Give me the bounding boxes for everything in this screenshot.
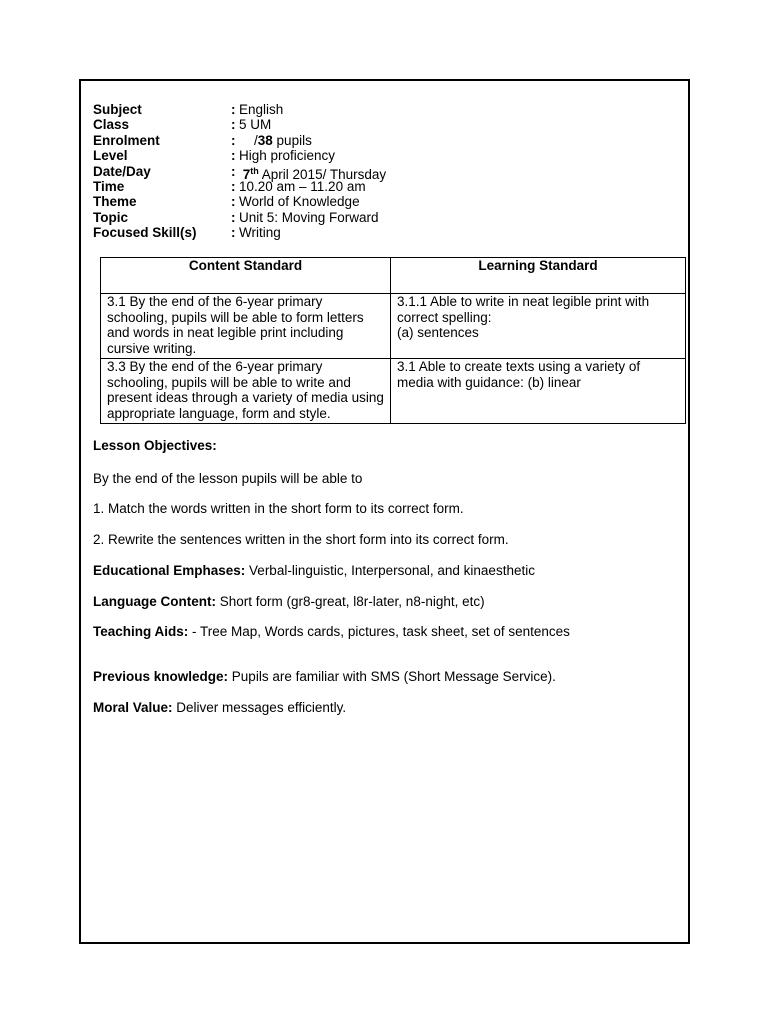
learning-standard-header: Learning Standard: [391, 258, 686, 294]
info-value: English: [239, 102, 284, 117]
info-row-class: [93, 117, 653, 132]
date-rest: April 2015/ Thursday: [258, 166, 387, 182]
info-value: Writing: [239, 225, 281, 241]
learning-standard-text: 3.1 Able to create texts using a variety of media with guidance: (b) linear: [397, 359, 641, 390]
language-content-label: Language Content:: [93, 594, 216, 609]
teaching-aids-value: - Tree Map, Words cards, pictures, task sheet, set of sentences: [188, 624, 570, 639]
info-colon: :: [231, 148, 236, 164]
educational-emphases-label: Educational Emphases:: [93, 563, 246, 578]
info-row-enrolment: [93, 133, 653, 148]
date-day-number: 7: [242, 166, 251, 182]
info-value: 10.20 am – 11.20 am: [239, 178, 366, 194]
info-colon: :: [231, 117, 236, 133]
info-label: Enrolment: [93, 132, 160, 148]
moral-value: [93, 700, 346, 716]
info-label: Class: [93, 117, 130, 133]
previous-knowledge-value: Pupils are familiar with SMS (Short Message Service).: [228, 669, 556, 684]
standards-table: [100, 257, 686, 424]
info-colon: :: [231, 102, 236, 117]
content-standard-cell: 3.1 By the end of the 6-year primary schooling, pupils will be able to form letters and words in neat legible print including cursive writing.: [101, 294, 391, 359]
info-value: 5 UM: [239, 117, 272, 133]
info-value: Unit 5: Moving Forward: [239, 209, 379, 225]
lesson-info: [93, 102, 653, 241]
enrolment-count: 38: [257, 132, 273, 148]
objective-item: 1. Match the words written in the short form to its correct form.: [93, 501, 464, 516]
table-row: [101, 294, 686, 359]
info-value: [239, 133, 312, 148]
objective-item: 2. Rewrite the sentences written in the short form into its correct form.: [93, 532, 509, 547]
lesson-objectives-heading: Lesson Objectives:: [93, 438, 217, 453]
language-content: [93, 594, 485, 610]
info-row-date: [93, 163, 653, 182]
info-colon: :: [231, 132, 236, 148]
educational-emphases: [93, 563, 535, 579]
info-colon: :: [231, 194, 236, 210]
learning-standard-text: 3.1.1 Able to write in neat legible print with correct spelling:: [397, 294, 650, 325]
previous-knowledge-label: Previous knowledge:: [93, 669, 229, 684]
enrolment-suffix: pupils: [272, 132, 312, 148]
content-standard-header: Content Standard: [101, 258, 391, 294]
info-colon: :: [231, 209, 236, 225]
table-header-row: [101, 258, 686, 294]
educational-emphases-value: Verbal-linguistic, Interpersonal, and kinaesthetic: [245, 563, 535, 578]
teaching-aids-label: Teaching Aids:: [93, 624, 189, 639]
lesson-objectives-intro: By the end of the lesson pupils will be able to: [93, 471, 363, 486]
content-standard-cell: 3.3 By the end of the 6-year primary schooling, pupils will be able to write and present ideas through a variety of media using appropriate language, form and style.: [101, 359, 391, 424]
moral-value-value: Deliver messages efficiently.: [172, 700, 347, 715]
info-label: Theme: [93, 194, 137, 210]
table-row: [101, 359, 686, 424]
enrolment-prefix: /: [239, 132, 258, 148]
moral-value-label: Moral Value:: [93, 700, 173, 715]
info-row-subject: [93, 102, 653, 117]
info-row-topic: [93, 210, 653, 225]
info-label: Topic: [93, 209, 128, 225]
language-content-value: Short form (gr8-great, l8r-later, n8-night, etc): [216, 594, 485, 609]
learning-standard-cell: [391, 359, 686, 424]
info-value: World of Knowledge: [239, 194, 360, 210]
info-colon: :: [231, 178, 236, 194]
teaching-aids: [93, 624, 570, 640]
learning-standard-cell: [391, 294, 686, 359]
info-colon: :: [231, 225, 236, 241]
info-value: High proficiency: [239, 148, 336, 164]
info-label: Level: [93, 148, 128, 164]
learning-standard-subitem: (a) sentences: [397, 325, 479, 340]
info-row-theme: [93, 194, 653, 209]
info-label: Time: [93, 178, 125, 194]
info-row-level: [93, 148, 653, 163]
info-colon: :: [231, 163, 236, 179]
info-row-skill: [93, 225, 653, 240]
previous-knowledge: [93, 669, 556, 685]
date-ordinal: th: [250, 165, 259, 176]
info-label: Subject: [93, 102, 142, 117]
info-label: Date/Day: [93, 163, 151, 179]
info-label: Focused Skill(s): [93, 225, 197, 241]
info-value: [239, 164, 387, 182]
